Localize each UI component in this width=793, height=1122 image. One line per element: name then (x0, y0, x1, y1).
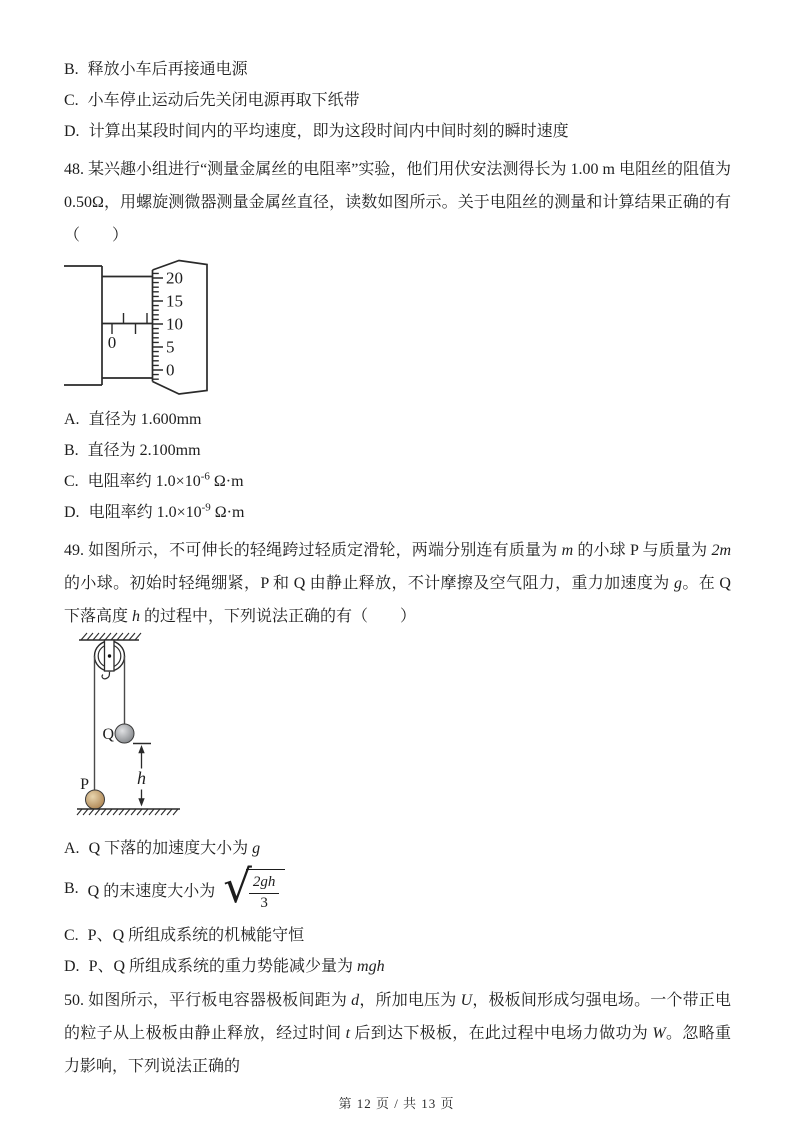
var-t: t (345, 1025, 351, 1042)
stem-text: 49. 如图所示，不可伸长的轻绳跨过轻质定滑轮，两端分别连有质量为 (64, 542, 562, 559)
var-u: U (460, 992, 473, 1009)
option-label: C. (64, 92, 79, 109)
option-text: 释放小车后再接通电源 (87, 61, 248, 78)
pulley-figure (72, 629, 187, 827)
thimble-label-5: 5 (166, 337, 175, 357)
q49-option-d (64, 951, 731, 982)
ground (77, 809, 180, 815)
stem-text: 的小球 P 与质量为 (573, 542, 712, 559)
radical-sign: √ (223, 860, 252, 914)
fraction (249, 874, 280, 912)
option-text: 小车停止运动后先关闭电源再取下纸带 (87, 92, 360, 109)
option-label: A. (64, 411, 80, 428)
option-label: C. (64, 473, 79, 490)
q48-option-a (64, 404, 731, 435)
thimble-label-15: 15 (166, 291, 183, 311)
option-text: 直径为 1.600mm (88, 411, 202, 428)
var-m: m (561, 542, 574, 559)
q47-option-d (64, 116, 731, 147)
q47-option-b (64, 54, 731, 85)
option-label: D. (64, 123, 80, 140)
option-label: C. (64, 927, 79, 944)
pulley-axle (108, 654, 111, 657)
q49-option-c (64, 920, 731, 951)
stem-text: ，极板间形成匀强电场。一个带正电的粒子从上极板由静止释放，经过时间 (64, 992, 731, 1042)
option-text: 电阻率约 1.0×10 (88, 504, 202, 521)
thimble-label-10: 10 (166, 314, 183, 334)
ball-q (115, 724, 134, 743)
option-unit: Ω·m (209, 473, 244, 490)
strings (95, 656, 125, 791)
q48-stem: 48. 某兴趣小组进行“测量金属丝的电阻率”实验，他们用伏安法测得长为 1.00 m 电阻丝的阻值为 0.50Ω，用螺旋测微器测量金属丝直径，读数如图所示。关于电阻丝的测量和计算结果正确的有（ ） (64, 161, 731, 244)
micrometer-figure (58, 256, 210, 398)
option-label: B. (64, 61, 79, 78)
option-label: D. (64, 958, 80, 975)
radicand (246, 869, 286, 912)
option-unit: Ω·m (210, 504, 245, 521)
stem-text: 的过程中，下列说法正确的有（ ） (140, 608, 417, 625)
option-text: Q 下落的加速度大小为 (88, 840, 253, 857)
stem-text: 的小球。初始时轻绳绷紧，P 和 Q 由静止释放，不计摩擦及空气阻力，重力加速度为 (64, 575, 674, 592)
label-ball-p: P (80, 776, 89, 793)
q48-option-b (64, 435, 731, 466)
q48-option-d (64, 497, 731, 528)
q50-stem (64, 984, 731, 1083)
pulley (95, 640, 125, 679)
stem-text: 。在 Q 下落高度 (64, 575, 731, 625)
q47-option-c (64, 85, 731, 116)
main-scale-label: 0 (107, 333, 117, 352)
label-height-h: h (137, 768, 146, 788)
label-ball-q: Q (102, 726, 114, 743)
var-d: d (351, 992, 360, 1009)
q49-stem (64, 534, 731, 633)
fraction-denominator: 3 (260, 894, 268, 911)
ceiling (79, 633, 141, 640)
exponent: -6 (200, 470, 210, 483)
option-text: P、Q 所组成系统的机械能守恒 (87, 927, 305, 944)
pulley-hook (102, 672, 109, 679)
option-text: P、Q 所组成系统的重力势能减少量为 (88, 958, 358, 975)
var-mgh: mgh (357, 958, 385, 975)
option-label: A. (64, 840, 80, 857)
stem-text: ，所加电压为 (359, 992, 461, 1009)
option-text: 电阻率约 1.0×10 (87, 473, 201, 490)
var-g: g (252, 840, 261, 857)
option-text: 直径为 2.100mm (87, 442, 201, 459)
stem-text: 。忽略重力影响，下列说法正确的 (64, 1025, 731, 1075)
micrometer-thimble-ticks (153, 273, 164, 379)
var-w: W (652, 1025, 666, 1042)
option-label: B. (64, 442, 79, 459)
thimble-label-0: 0 (166, 360, 175, 380)
option-text: 计算出某段时间内的平均速度，即为这段时间内中间时刻的瞬时速度 (88, 123, 569, 140)
thimble-label-20: 20 (166, 268, 183, 288)
fraction-numerator: 2gh (249, 874, 280, 893)
var-h: h (132, 608, 141, 625)
q49-option-b (64, 860, 731, 914)
stem-text: 后到达下极板，在此过程中电场力做功为 (350, 1025, 653, 1042)
exponent: -9 (201, 501, 211, 514)
page-number-footer: 第 12 页 / 共 13 页 (338, 1096, 455, 1111)
sqrt-formula (223, 860, 285, 914)
q49-option-a (64, 833, 731, 864)
q48-option-c (64, 466, 731, 497)
option-label: B. (64, 880, 79, 897)
option-text: Q 的末速度大小为 (87, 882, 216, 900)
option-label: D. (64, 504, 80, 521)
var-2m: 2m (711, 542, 731, 559)
var-g: g (673, 575, 682, 592)
stem-text: 50. 如图所示，平行板电容器极板间距为 (64, 992, 352, 1009)
